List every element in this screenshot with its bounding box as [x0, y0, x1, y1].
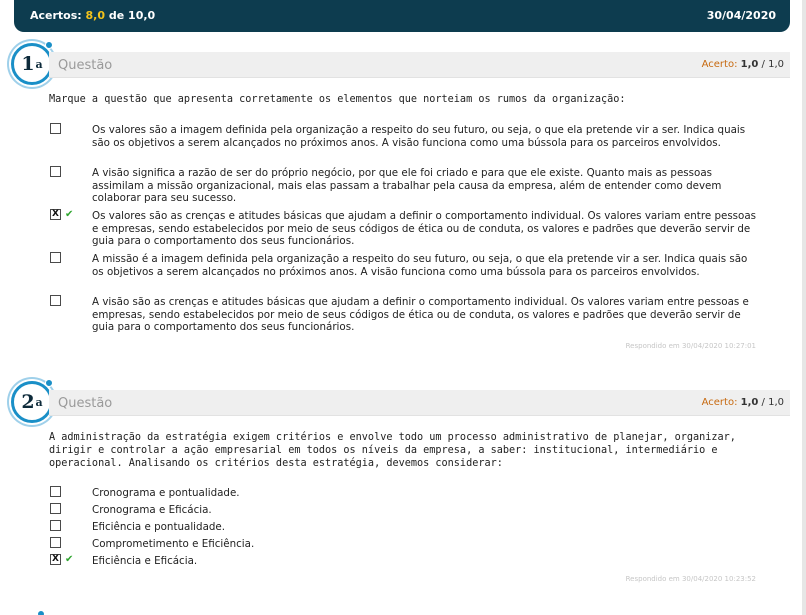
acerto-total: / 1,0 — [761, 397, 784, 408]
question-header — [49, 52, 790, 78]
badge-dot-icon — [45, 41, 53, 49]
option-text: A visão significa a razão de ser do próprio negócio, por que ele foi criado e para que ele existe. Quanto mais as pessoas assimilam a missão organizacional, mais elas passam a trabalhar pela causa da empresa, além de entender como devem colaborar para seu sucesso. — [92, 167, 722, 205]
option-checkbox[interactable] — [50, 295, 61, 306]
option-checkbox[interactable] — [50, 503, 61, 514]
option-text: Eficiência e Eficácia. — [92, 555, 198, 567]
mark-x-icon: X — [52, 209, 59, 219]
acertos-summary — [30, 9, 155, 22]
acertos-score: 8,0 — [85, 9, 106, 22]
question-text: Marque a questão que apresenta corretamente os elementos que norteiam os rumos da organização: — [49, 94, 626, 105]
option-text: Os valores são as crenças e atitudes básicas que ajudam a definir o comportamento individual. Os valores variam entre pessoas e empresas, sendo estabelecidos por meio de seus códigos de ética ou de conduta, os valores e padrões que deverão servir de guia para o comportamento dos seus funcionários. — [92, 210, 757, 248]
acerto-total: / 1,0 — [761, 59, 784, 70]
acerto-label: Acerto: — [701, 59, 738, 70]
responded-timestamp: Respondido em 30/04/2020 10:27:01 — [625, 342, 756, 350]
question-ordinal: a — [35, 395, 43, 409]
option-text: Os valores são a imagem definida pela organização a respeito do seu futuro, ou seja, o que ela pretende vir a ser. Indica quais são os objetivos a serem alcançados no próximos anos. A visão funciona como uma bússola para os parceiros envolvidos. — [92, 124, 746, 149]
exam-date: 30/04/2020 — [706, 9, 776, 22]
responded-timestamp: Respondido em 30/04/2020 10:23:52 — [625, 575, 756, 583]
correct-check-icon: ✔ — [65, 554, 74, 565]
option-text: A visão são as crenças e atitudes básicas que ajudam a definir o comportamento individual. Os valores variam entre pessoas e empresas, sendo estabelecidos por meio de seus códigos de ética ou de conduta, os valores e padrões que deverão servir de guia para o comportamento dos seus funcionários. — [92, 296, 749, 334]
option-checkbox-marked[interactable] — [50, 209, 61, 220]
acertos-label: Acertos: — [30, 9, 82, 22]
option-checkbox[interactable] — [50, 123, 61, 134]
results-header-bar — [14, 0, 790, 32]
question-number-badge — [11, 43, 53, 85]
option-text: Eficiência e pontualidade. — [92, 521, 226, 533]
question-number: 2 — [21, 391, 35, 413]
acertos-total: de 10,0 — [108, 9, 156, 22]
option-checkbox[interactable] — [50, 537, 61, 548]
question-header — [49, 390, 790, 416]
mark-x-icon: X — [52, 554, 59, 564]
option-text: Cronograma e Eficácia. — [92, 504, 212, 516]
question-text: A administração da estratégia exigem critérios e envolve todo um processo administrativo de planejar, organizar, dirigir e controlar a ação empresarial em todos os níveis da empresa, a saber: institucional, intermediário e operacional. Analisando os critérios desta estratégia, devemos considerar: — [49, 432, 736, 469]
question-label: Questão — [58, 58, 113, 73]
acerto-value: 1,0 — [740, 397, 759, 408]
option-text: Cronograma e pontualidade. — [92, 487, 240, 499]
option-text: A missão é a imagem definida pela organização a respeito do seu futuro, ou seja, o que ela pretende vir a ser. Indica quais são os objetivos a serem alcançados no próximos anos. A visão funciona como uma bússola para os parceiros envolvidos. — [92, 253, 748, 278]
badge-dot-icon — [45, 379, 53, 387]
option-checkbox[interactable] — [50, 166, 61, 177]
option-checkbox[interactable] — [50, 520, 61, 531]
scrollbar-track[interactable] — [802, 0, 806, 615]
option-checkbox-marked[interactable] — [50, 554, 61, 565]
acerto-value: 1,0 — [740, 59, 759, 70]
option-text: Comprometimento e Eficiência. — [92, 538, 255, 550]
badge-dot-icon — [37, 610, 45, 615]
question-ordinal: a — [35, 57, 43, 71]
acerto-label: Acerto: — [701, 397, 738, 408]
correct-check-icon: ✔ — [65, 209, 74, 220]
option-checkbox[interactable] — [50, 486, 61, 497]
question-number: 1 — [21, 53, 35, 75]
question-acerto — [702, 397, 784, 408]
question-label: Questão — [58, 396, 113, 411]
option-checkbox[interactable] — [50, 252, 61, 263]
question-acerto — [702, 59, 784, 70]
question-number-badge — [11, 381, 53, 423]
